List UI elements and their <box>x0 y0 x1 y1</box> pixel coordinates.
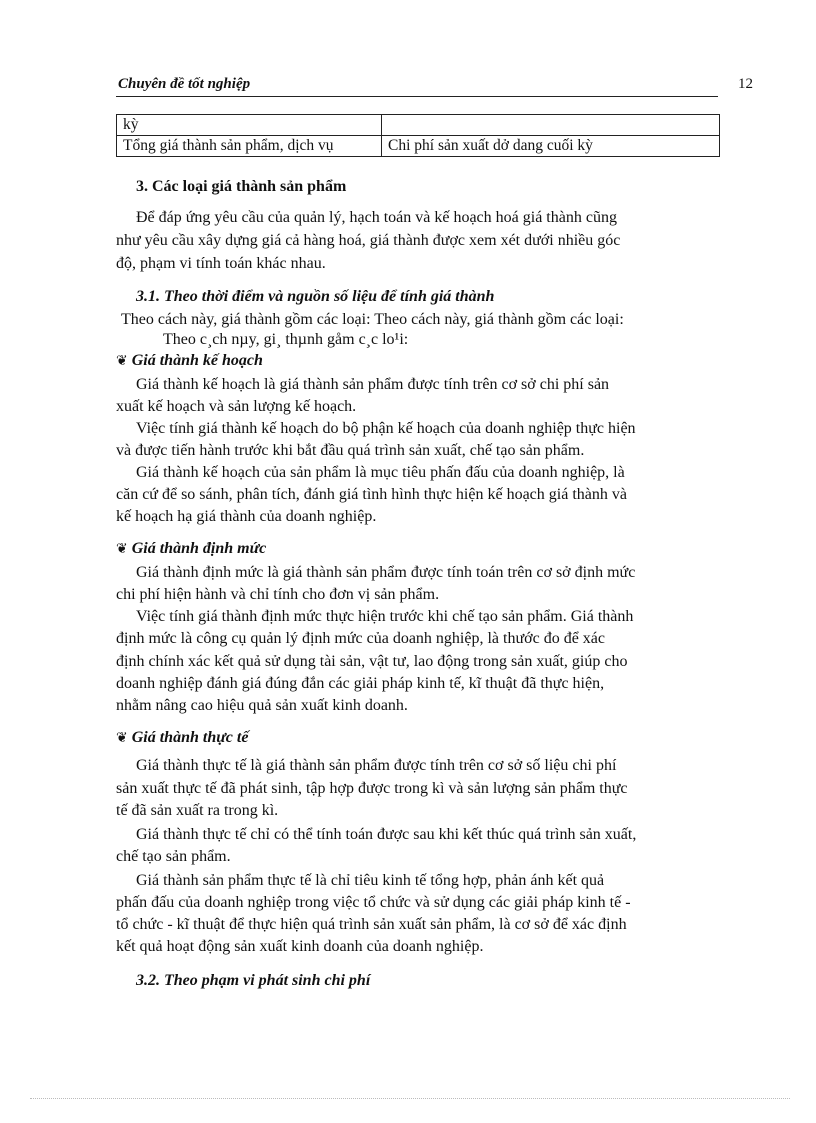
paragraph-line: Giá thành kế hoạch là giá thành sản phẩm được tính trên cơ sở chi phí sản <box>136 376 610 393</box>
paragraph-line: nhằm nâng cao hiệu quả sản xuất kinh doanh. <box>116 697 408 714</box>
subsection-heading: 3.1. Theo thời điểm và nguồn số liệu để tính giá thành <box>136 288 495 305</box>
continued-table <box>116 114 720 157</box>
subsection-heading: 3.2. Theo phạm vi phát sinh chi phí <box>136 972 371 989</box>
paragraph-line: định chính xác kết quả sử dụng tài sản, vật tư, lao động trong sản xuất, giúp cho <box>116 653 628 670</box>
paragraph-line: chi phí hiện hành và chỉ tính cho đơn vị sản phẩm. <box>116 586 440 603</box>
paragraph-line: kết quả hoạt động sản xuất kinh doanh của doanh nghiệp. <box>116 938 484 955</box>
table-row <box>117 115 720 136</box>
paragraph-line: xuất kế hoạch và sản lượng kế hoạch. <box>116 398 357 415</box>
garbled-line: Theo c¸ch nµy, gi¸ thµnh gåm c¸c lo¹i: <box>163 331 409 348</box>
paragraph-line: Để đáp ứng yêu cầu của quản lý, hạch toán và kế hoạch hoá giá thành cũng <box>136 209 617 226</box>
paragraph-line: Theo cách này, giá thành gồm các loại: Theo cách này, giá thành gồm các loại: <box>121 311 624 328</box>
bullet-icon: ❦ <box>116 542 128 557</box>
table-cell: Chi phí sản xuất dở dang cuối kỳ <box>382 136 720 157</box>
paragraph-line: phấn đấu của doanh nghiệp trong việc tổ chức và sử dụng các giải pháp kinh tế - <box>116 894 631 911</box>
bullet-heading-text: Giá thành kế hoạch <box>131 352 263 369</box>
paragraph-line: căn cứ để so sánh, phân tích, đánh giá tình hình thực hiện kế hoạch giá thành và <box>116 486 627 503</box>
paragraph-line: độ, phạm vi tính toán khác nhau. <box>116 255 326 272</box>
bullet-icon: ❦ <box>116 354 128 369</box>
paragraph-line: và được tiến hành trước khi bắt đầu quá trình sản xuất, chế tạo sản phẩm. <box>116 442 585 459</box>
paragraph-line: như yêu cầu xây dựng giá cả hàng hoá, giá thành được xem xét dưới nhiều góc <box>116 232 621 249</box>
bullet-heading-plan <box>116 352 263 370</box>
paragraph-line: tế đã sản xuất ra trong kì. <box>116 802 279 819</box>
table-row <box>117 136 720 157</box>
table-cell: Tổng giá thành sản phẩm, dịch vụ <box>117 136 382 157</box>
paragraph-line: Giá thành kế hoạch của sản phẩm là mục tiêu phấn đấu của doanh nghiệp, là <box>136 464 625 481</box>
table-cell <box>382 115 720 136</box>
bullet-heading-norm <box>116 540 266 558</box>
bullet-heading-actual <box>116 729 248 747</box>
header-rule <box>116 96 718 97</box>
paragraph-line: Giá thành sản phẩm thực tế là chỉ tiêu kinh tế tổng hợp, phản ánh kết quả <box>136 872 605 889</box>
paragraph-line: Giá thành thực tế chỉ có thể tính toán được sau khi kết thúc quá trình sản xuất, <box>136 826 637 843</box>
paragraph-line: doanh nghiệp đánh giá đúng đắn các giải pháp kinh tế, kĩ thuật đã thực hiện, <box>116 675 605 692</box>
paragraph-line: tổ chức - kĩ thuật để thực hiện quá trình sản xuất sản phẩm, là cơ sở để xác định <box>116 916 627 933</box>
document-header-title: Chuyên đề tốt nghiệp <box>118 76 251 92</box>
section-heading: 3. Các loại giá thành sản phẩm <box>136 178 347 195</box>
bullet-heading-text: Giá thành thực tế <box>131 729 249 746</box>
paragraph-line: sản xuất thực tế đã phát sinh, tập hợp được trong kì và sản lượng sản phẩm thực <box>116 780 628 797</box>
paragraph-line: Giá thành định mức là giá thành sản phẩm được tính toán trên cơ sở định mức <box>136 564 636 581</box>
paragraph-line: kế hoạch hạ giá thành của doanh nghiệp. <box>116 508 377 525</box>
paragraph-line: Việc tính giá thành kế hoạch do bộ phận kế hoạch của doanh nghiệp thực hiện <box>136 420 636 437</box>
table-cell: kỳ <box>117 115 382 136</box>
paragraph-line: định mức là công cụ quản lý định mức của doanh nghiệp, là thước đo để xác <box>116 630 606 647</box>
bullet-icon: ❦ <box>116 731 128 746</box>
page-number: 12 <box>738 76 753 92</box>
bullet-heading-text: Giá thành định mức <box>131 540 267 557</box>
paragraph-line: chế tạo sản phẩm. <box>116 848 231 865</box>
paragraph-line: Giá thành thực tế là giá thành sản phẩm được tính trên cơ sở số liệu chi phí <box>136 757 617 774</box>
paragraph-line: Việc tính giá thành định mức thực hiện trước khi chế tạo sản phẩm. Giá thành <box>136 608 634 625</box>
footer-rule <box>30 1098 790 1099</box>
